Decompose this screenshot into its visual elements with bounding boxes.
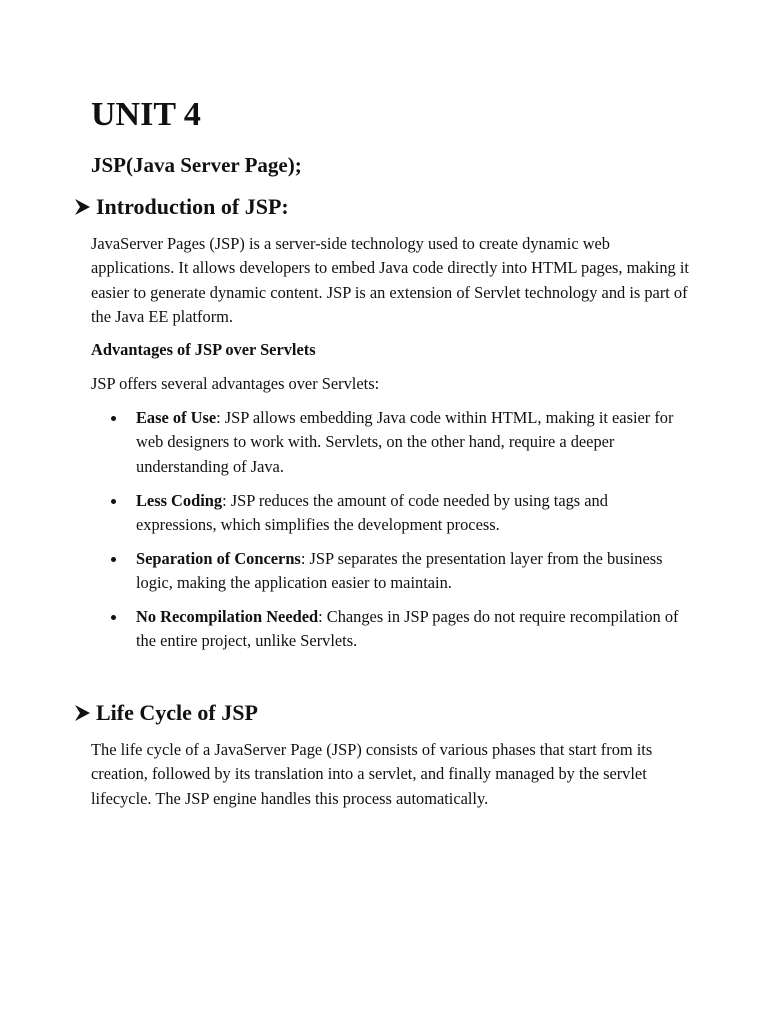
unit-title: UNIT 4 [91,96,201,133]
section-heading-life-cycle [74,699,258,727]
bullet-text: : Changes in JSP pages do not require recompilation of the entire project, unlike Servlets. [136,607,679,651]
life-cycle-paragraph: The life cycle of a JavaServer Page (JSP) consists of various phases that start from its creation, followed by its translation into a servlet, and finally managed by the servlet lifecycle. The JSP engine handles this process automatically. [91,740,653,808]
list-item [136,605,686,654]
section-heading-text: Life Cycle of JSP [96,700,258,725]
advantages-intro: JSP offers several advantages over Servlets: [91,374,380,393]
list-item [136,406,686,479]
list-item [136,547,686,596]
advantages-heading: Advantages of JSP over Servlets [91,340,316,359]
introduction-paragraph: JavaServer Pages (JSP) is a server-side technology used to create dynamic web applications. It allows developers to embed Java code directly into HTML pages, making it easier to generate dynamic content. JSP is an extension of Servlet technology and is part of the Java EE platform. [91,234,689,326]
dot-bullet-icon [111,499,116,504]
arrowhead-bullet-icon [74,198,91,216]
bullet-term: No Recompilation Needed [136,607,319,626]
bullet-term: Ease of Use [136,408,217,427]
list-item [136,489,686,538]
document-subtitle: JSP(Java Server Page); [91,153,302,177]
arrowhead-bullet-icon [74,704,91,722]
bullet-text: : JSP separates the presentation layer from the business logic, making the application easier to maintain. [136,549,663,593]
section-heading-introduction [74,193,289,221]
dot-bullet-icon [111,557,116,562]
section-heading-text: Introduction of JSP: [96,194,289,219]
bullet-term: Separation of Concerns [136,549,301,568]
dot-bullet-icon [111,416,116,421]
dot-bullet-icon [111,615,116,620]
bullet-text: : JSP allows embedding Java code within HTML, making it easier for web designers to work with. Servlets, on the other hand, require a deeper understanding of Java. [136,408,674,476]
bullet-term: Less Coding [136,491,223,510]
bullet-text: : JSP reduces the amount of code needed by using tags and expressions, which simplifies the development process. [136,491,608,535]
